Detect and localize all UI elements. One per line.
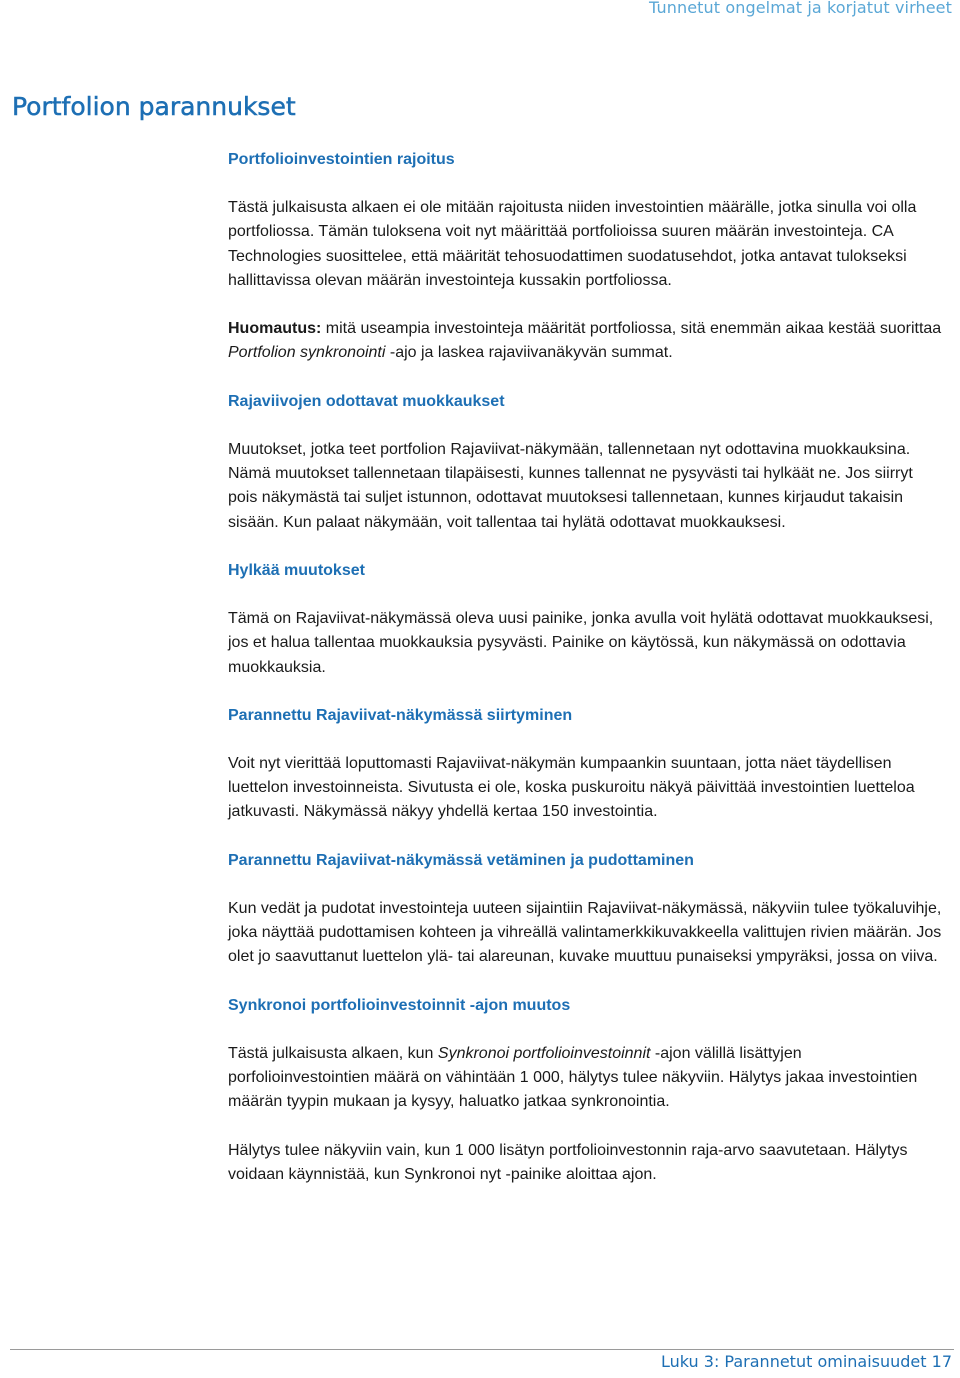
note-label: Huomautus: xyxy=(228,320,322,338)
note-italic: Portfolion synkronointi xyxy=(228,344,386,362)
body-paragraph: Tämä on Rajaviivat-näkymässä oleva uusi painike, jonka avulla voit hylätä odottavat muokkauksesi, jos et halua tallentaa muokkauksia pysyvästi. Painike on käytössä, kun näkymässä on odottavia muokkauksia. xyxy=(228,609,934,676)
body-paragraph: Kun vedät ja pudotat investointeja uuteen sijaintiin Rajaviivat-näkymässä, näkyviin tulee työkaluvihje, joka näyttää pudottamisen kohteen ja vihreällä valintamerkkikuvakkeella valittujen rivien määrän. Jos olet jo saavuttanut luettelon ylä- tai alareunan, kuvake muuttuu punaiseksi ympyräksi, jossa on viiva. xyxy=(228,899,942,966)
text-run: -ajon välillä lisättyjen porfolioinvestointien määrä on vähintään 1 000, hälytys tulee näkyviin. Hälytys jakaa investointien määrän tyypin mukaan ja kysyy, haluatko jatkaa synkronointia. xyxy=(228,1044,918,1111)
section-heading: Synkronoi portfolioinvestoinnit -ajon muutos xyxy=(228,996,571,1014)
running-header: Tunnetut ongelmat ja korjatut virheet xyxy=(649,0,952,17)
section-heading: Hylkää muutokset xyxy=(228,561,365,579)
body-paragraph: Hälytys tulee näkyviin vain, kun 1 000 lisätyn portfolioinvestonnin raja-arvo saavutetaan. Hälytys voidaan käynnistää, kun Synkronoi nyt -painike aloittaa ajon. xyxy=(228,1141,908,1183)
job-name-italic: Synkronoi portfolioinvestoinnit xyxy=(437,1044,651,1062)
body-paragraph: Tästä julkaisusta alkaen ei ole mitään rajoitusta niiden investointien määrälle, jotka sinulla voi olla portfoliossa. Tämän tuloksena voit nyt määrittää portfolioissa suuren määrän investointeja. CA Technologies suosittelee, että määrität tehosuodattimen suodatusehdot, jotka antavat tulokseksi hallittavissa olevan määrän investointeja kussakin portfoliossa. xyxy=(228,199,917,289)
note-text: mitä useampia investointeja määrität portfoliossa, sitä enemmän aikaa kestää suorittaa xyxy=(321,320,942,338)
note-text-end: -ajo ja laskea rajaviivanäkyvän summat. xyxy=(385,344,673,362)
main-content xyxy=(228,148,946,1187)
note-paragraph xyxy=(228,317,946,366)
section-heading: Rajaviivojen odottavat muokkaukset xyxy=(228,392,505,410)
text-run: Tästä julkaisusta alkaen, kun xyxy=(228,1044,438,1062)
page-footer: Luku 3: Parannetut ominaisuudet 17 xyxy=(661,1352,952,1371)
body-paragraph xyxy=(228,1042,946,1115)
body-paragraph: Muutokset, jotka teet portfolion Rajaviivat-näkymään, tallennetaan nyt odottavina muokkauksina. Nämä muutokset tallennetaan tilapäisesti, kunnes tallennat ne pysyvästi tai hylkäät ne. Jos siirryt pois näkymästä tai suljet istunnon, odottavat muutoksesi tallennetaan, kunnes kirjaudut takaisin sisään. Kun palaat näkymään, voit tallentaa tai hylätä odottavat muokkauksesi. xyxy=(228,440,913,531)
section-heading: Parannettu Rajaviivat-näkymässä siirtyminen xyxy=(228,706,573,724)
section-heading: Parannettu Rajaviivat-näkymässä vetäminen ja pudottaminen xyxy=(228,851,694,869)
page-title: Portfolion parannukset xyxy=(12,92,296,121)
footer-divider xyxy=(10,1349,954,1350)
section-heading: Portfolioinvestointien rajoitus xyxy=(228,151,455,168)
body-paragraph: Voit nyt vierittää loputtomasti Rajaviivat-näkymän kumpaankin suuntaan, jotta näet täydellisen luettelon investoinneista. Sivutusta ei ole, koska puskuroitu näkyä päivittää investointien luetteloa jatkuvasti. Näkymässä näkyy yhdellä kertaa 150 investointia. xyxy=(228,754,915,821)
